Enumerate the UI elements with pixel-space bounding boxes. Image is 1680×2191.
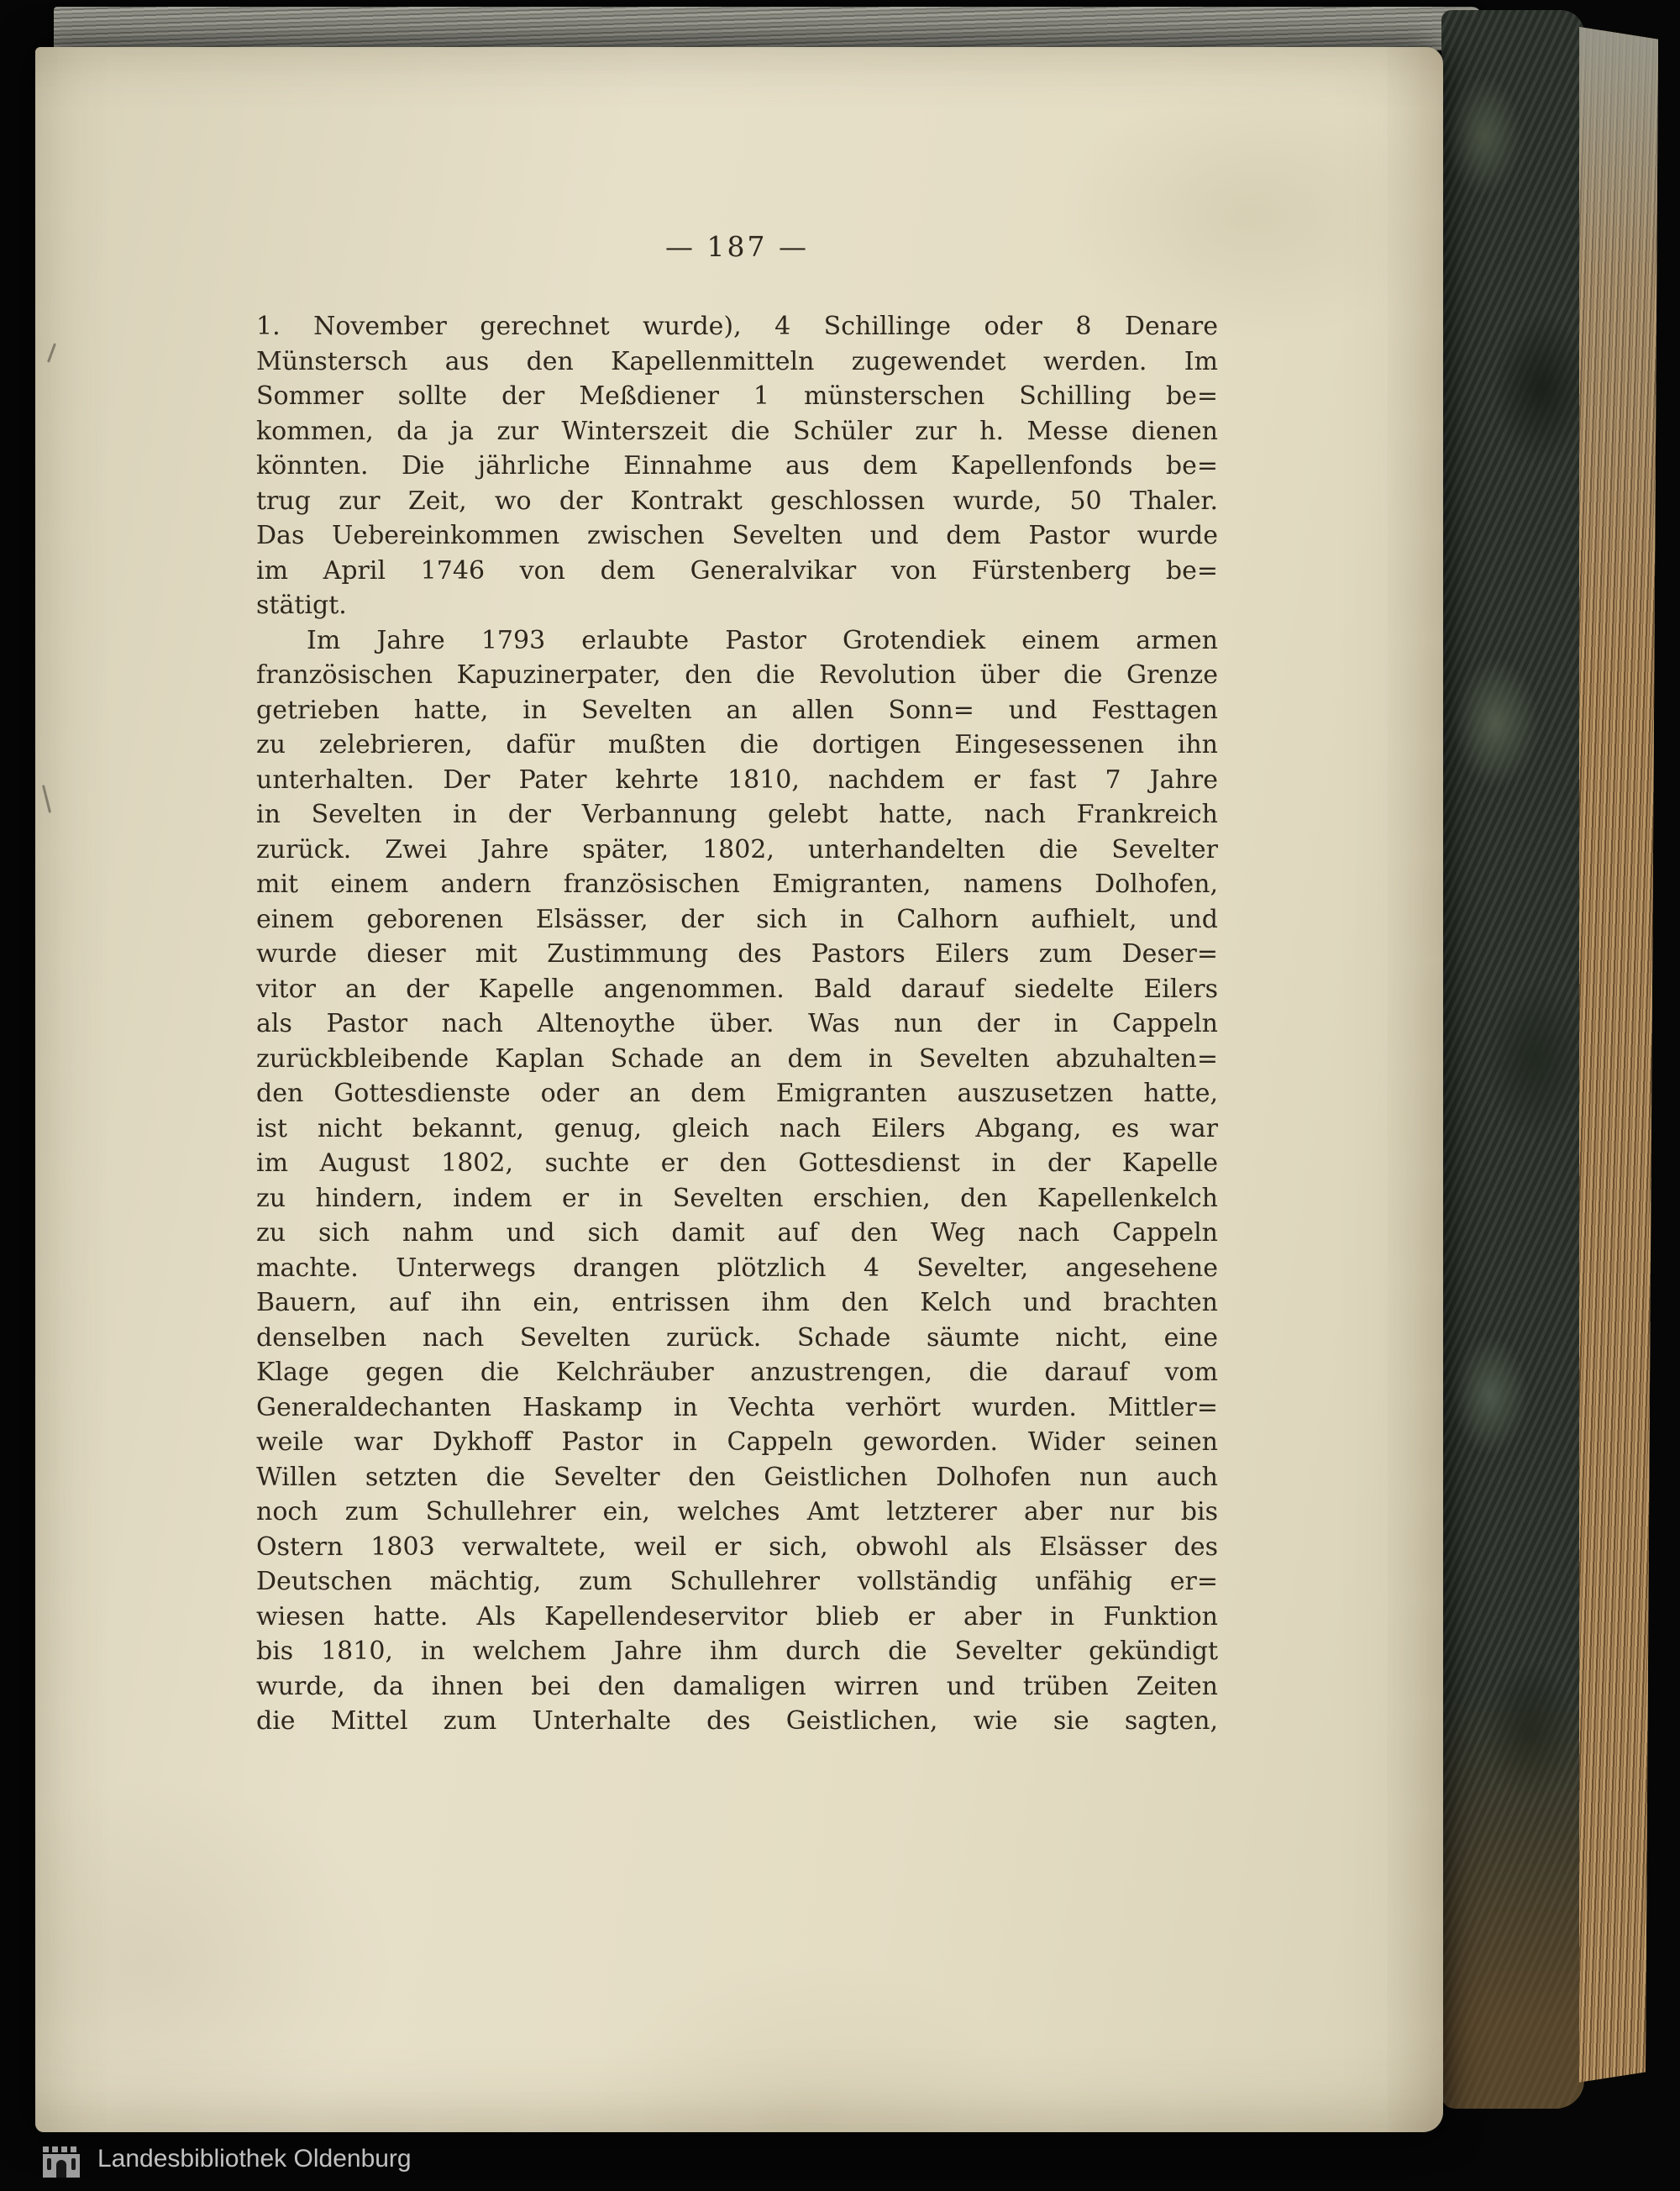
text-line: noch zum Schullehrer ein, welches Amt letzterer aber nur bis (256, 1497, 1218, 1526)
text-line: machte. Unterwegs drangen plötzlich 4 Sevelter, angesehene (256, 1253, 1218, 1283)
text-line: unterhalten. Der Pater kehrte 1810, nachdem er fast 7 Jahre (256, 764, 1218, 795)
text-line: Generaldechanten Haskamp in Vechta verhört wurden. Mittler= (256, 1392, 1218, 1422)
text-line: Sommer sollte der Meßdiener 1 münsterschen Schilling be= (256, 381, 1218, 411)
text-line: Deutschen mächtig, zum Schullehrer vollständig unfähig er= (256, 1567, 1218, 1596)
text-line: wurde dieser mit Zustimmung des Pastors Eilers zum Deser= (256, 939, 1218, 969)
text-line: wurde, da ihnen bei den damaligen wirren und trüben Zeiten (256, 1671, 1218, 1701)
text-line: Bauern, auf ihn ein, entrissen ihm den Kelch und brachten (256, 1288, 1218, 1317)
paragraph (256, 623, 1218, 1739)
text-line: Ostern 1803 verwaltete, weil er sich, obwohl als Elsässer des (256, 1532, 1218, 1562)
text-line: mit einem andern französischen Emigranten, namens Dolhofen, (256, 870, 1218, 899)
text-line: stätigt. (256, 591, 347, 620)
text-line: Klage gegen die Kelchräuber anzustrengen, die darauf vom (256, 1358, 1218, 1387)
library-building-icon (39, 2136, 84, 2182)
text-line: als Pastor nach Altenoythe über. Was nun der in Cappeln (256, 1009, 1218, 1038)
text-line: zu hindern, indem er in Sevelten erschien, den Kapellenkelch (256, 1183, 1218, 1213)
text-line: einem geborenen Elsässer, der sich in Calhorn aufhielt, und (256, 904, 1218, 934)
page-number: — 187 — (665, 230, 809, 263)
library-name: Landesbibliothek Oldenburg (97, 2145, 412, 2173)
text-line: den Gottesdienste oder an dem Emigranten auszusetzen hatte, (256, 1079, 1218, 1108)
text-line: Das Uebereinkommen zwischen Sevelten und dem Pastor wurde (256, 521, 1218, 550)
text-line: französischen Kapuzinerpater, den die Revolution über die Grenze (256, 660, 1218, 690)
text-line: zu zelebrieren, dafür mußten die dortigen Eingesessenen ihn (256, 730, 1218, 759)
paragraph (256, 309, 1218, 623)
text-line: im August 1802, suchte er den Gottesdienst in der Kapelle (256, 1148, 1218, 1178)
text-line: die Mittel zum Unterhalte des Geistlichen, wie sie sagten, (256, 1706, 1218, 1736)
text-line: weile war Dykhoff Pastor in Cappeln geworden. Wider seinen (256, 1427, 1218, 1457)
library-watermark (39, 2134, 412, 2184)
text-line: bis 1810, in welchem Jahre ihm durch die Sevelter gekündigt (256, 1637, 1218, 1666)
text-line: denselben nach Sevelten zurück. Schade säumte nicht, eine (256, 1322, 1218, 1353)
text-line: Münstersch aus den Kapellenmitteln zugewendet werden. Im (256, 346, 1218, 376)
text-line: Willen setzten die Sevelter den Geistlichen Dolhofen nun auch (256, 1462, 1218, 1492)
page-stack-right (1579, 27, 1658, 2089)
text-line: vitor an der Kapelle angenommen. Bald darauf siedelte Eilers (256, 974, 1218, 1004)
text-line: in Sevelten in der Verbannung gelebt hatte, nach Frankreich (256, 800, 1218, 829)
page-text (256, 309, 1218, 1739)
page-stack-top (54, 7, 1482, 50)
book-fore-edge (1441, 10, 1584, 2109)
text-line: zurück. Zwei Jahre später, 1802, unterhandelten die Sevelter (256, 834, 1218, 864)
text-line: 1. November gerechnet wurde), 4 Schillinge oder 8 Denare (256, 312, 1218, 341)
text-line: könnten. Die jährliche Einnahme aus dem Kapellenfonds be= (256, 451, 1218, 481)
text-line: ist nicht bekannt, genug, gleich nach Eilers Abgang, es war (256, 1113, 1218, 1143)
text-line: wiesen hatte. Als Kapellendeservitor blieb er aber in Funktion (256, 1601, 1218, 1631)
text-line: trug zur Zeit, wo der Kontrakt geschlossen wurde, 50 Thaler. (256, 486, 1218, 516)
book-page (35, 47, 1443, 2132)
text-line: getrieben hatte, in Sevelten an allen Sonn= und Festtagen (256, 695, 1218, 725)
text-line: kommen, da ja zur Winterszeit die Schüler zur h. Messe dienen (256, 416, 1218, 446)
text-line: im April 1746 von dem Generalvikar von Fürstenberg be= (256, 555, 1218, 586)
text-line: zurückbleibende Kaplan Schade an dem in Sevelten abzuhalten= (256, 1043, 1218, 1074)
text-line: Im Jahre 1793 erlaubte Pastor Grotendiek einem armen (307, 625, 1218, 655)
text-line: zu sich nahm und sich damit auf den Weg nach Cappeln (256, 1218, 1218, 1248)
